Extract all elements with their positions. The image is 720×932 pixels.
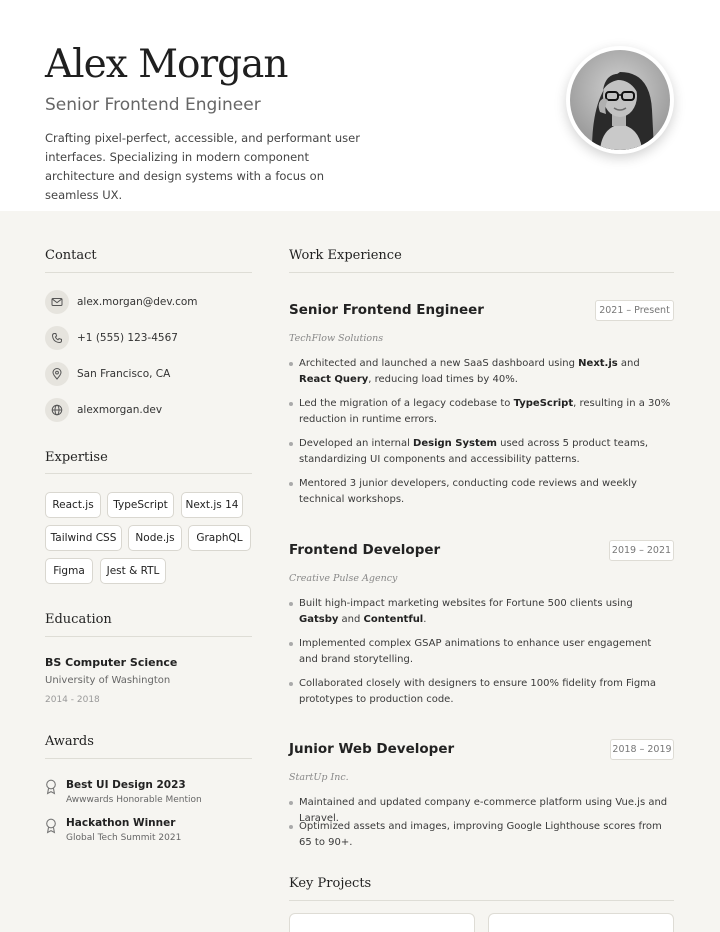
education-years: 2014 - 2018 bbox=[45, 695, 100, 705]
award-icon bbox=[45, 779, 57, 795]
contact-website-text: alexmorgan.dev bbox=[77, 404, 163, 416]
projects-heading: Key Projects bbox=[289, 876, 372, 891]
job-title: Junior Web Developer bbox=[289, 741, 455, 757]
skill-chip: GraphQL bbox=[188, 525, 251, 551]
avatar-photo bbox=[570, 50, 670, 150]
contact-location bbox=[45, 362, 170, 386]
award-subtitle: Awwwards Honorable Mention bbox=[66, 795, 202, 805]
skill-chip: Figma bbox=[45, 558, 93, 584]
job-dates: 2019 – 2021 bbox=[609, 540, 674, 561]
skill-chip: Next.js 14 bbox=[181, 492, 243, 518]
experience-divider bbox=[289, 272, 674, 273]
skill-chip: Jest & RTL bbox=[100, 558, 166, 584]
skill-chip: React.js bbox=[45, 492, 101, 518]
award-title: Best UI Design 2023 bbox=[66, 779, 186, 791]
projects-divider bbox=[289, 900, 674, 901]
award-title: Hackathon Winner bbox=[66, 817, 176, 829]
contact-website[interactable] bbox=[45, 398, 162, 422]
job-title: Senior Frontend Engineer bbox=[289, 302, 484, 318]
profile-role: Senior Frontend Engineer bbox=[45, 95, 261, 115]
award-icon bbox=[45, 818, 57, 834]
education-heading: Education bbox=[45, 612, 112, 627]
contact-phone[interactable] bbox=[45, 326, 178, 350]
contact-heading: Contact bbox=[45, 248, 97, 263]
job-dates: 2018 – 2019 bbox=[610, 739, 674, 760]
skill-chip: Tailwind CSS bbox=[45, 525, 122, 551]
education-degree: BS Computer Science bbox=[45, 656, 178, 669]
profile-header bbox=[0, 0, 720, 211]
globe-icon bbox=[45, 398, 69, 422]
contact-divider bbox=[45, 272, 252, 273]
award-subtitle: Global Tech Summit 2021 bbox=[66, 833, 182, 843]
avatar bbox=[566, 46, 674, 154]
phone-icon bbox=[45, 326, 69, 350]
awards-heading: Awards bbox=[45, 734, 94, 749]
project-card[interactable] bbox=[488, 913, 674, 932]
job-company: Creative Pulse Agency bbox=[289, 573, 398, 584]
location-icon bbox=[45, 362, 69, 386]
mail-icon bbox=[45, 290, 69, 314]
profile-name: Alex Morgan bbox=[45, 42, 288, 87]
profile-bio: Crafting pixel-perfect, accessible, and performant user interfaces. Specializing in modern component architecture and design systems with a focus on seamless UX. bbox=[45, 131, 360, 202]
education-divider bbox=[45, 636, 252, 637]
skill-chip: Node.js bbox=[128, 525, 182, 551]
experience-heading: Work Experience bbox=[289, 248, 402, 263]
job-dates: 2021 – Present bbox=[595, 300, 674, 321]
skill-chip: TypeScript bbox=[107, 492, 174, 518]
awards-divider bbox=[45, 758, 252, 759]
contact-phone-text: +1 (555) 123-4567 bbox=[77, 332, 178, 344]
expertise-heading: Expertise bbox=[45, 450, 108, 465]
contact-email[interactable] bbox=[45, 290, 198, 314]
job-company: StartUp Inc. bbox=[289, 772, 349, 783]
expertise-divider bbox=[45, 473, 252, 474]
job-title: Frontend Developer bbox=[289, 542, 441, 558]
contact-email-text: alex.morgan@dev.com bbox=[77, 296, 198, 308]
contact-location-text: San Francisco, CA bbox=[77, 368, 171, 380]
job-company: TechFlow Solutions bbox=[289, 333, 384, 344]
project-card[interactable] bbox=[289, 913, 475, 932]
education-school: University of Washington bbox=[45, 675, 171, 686]
